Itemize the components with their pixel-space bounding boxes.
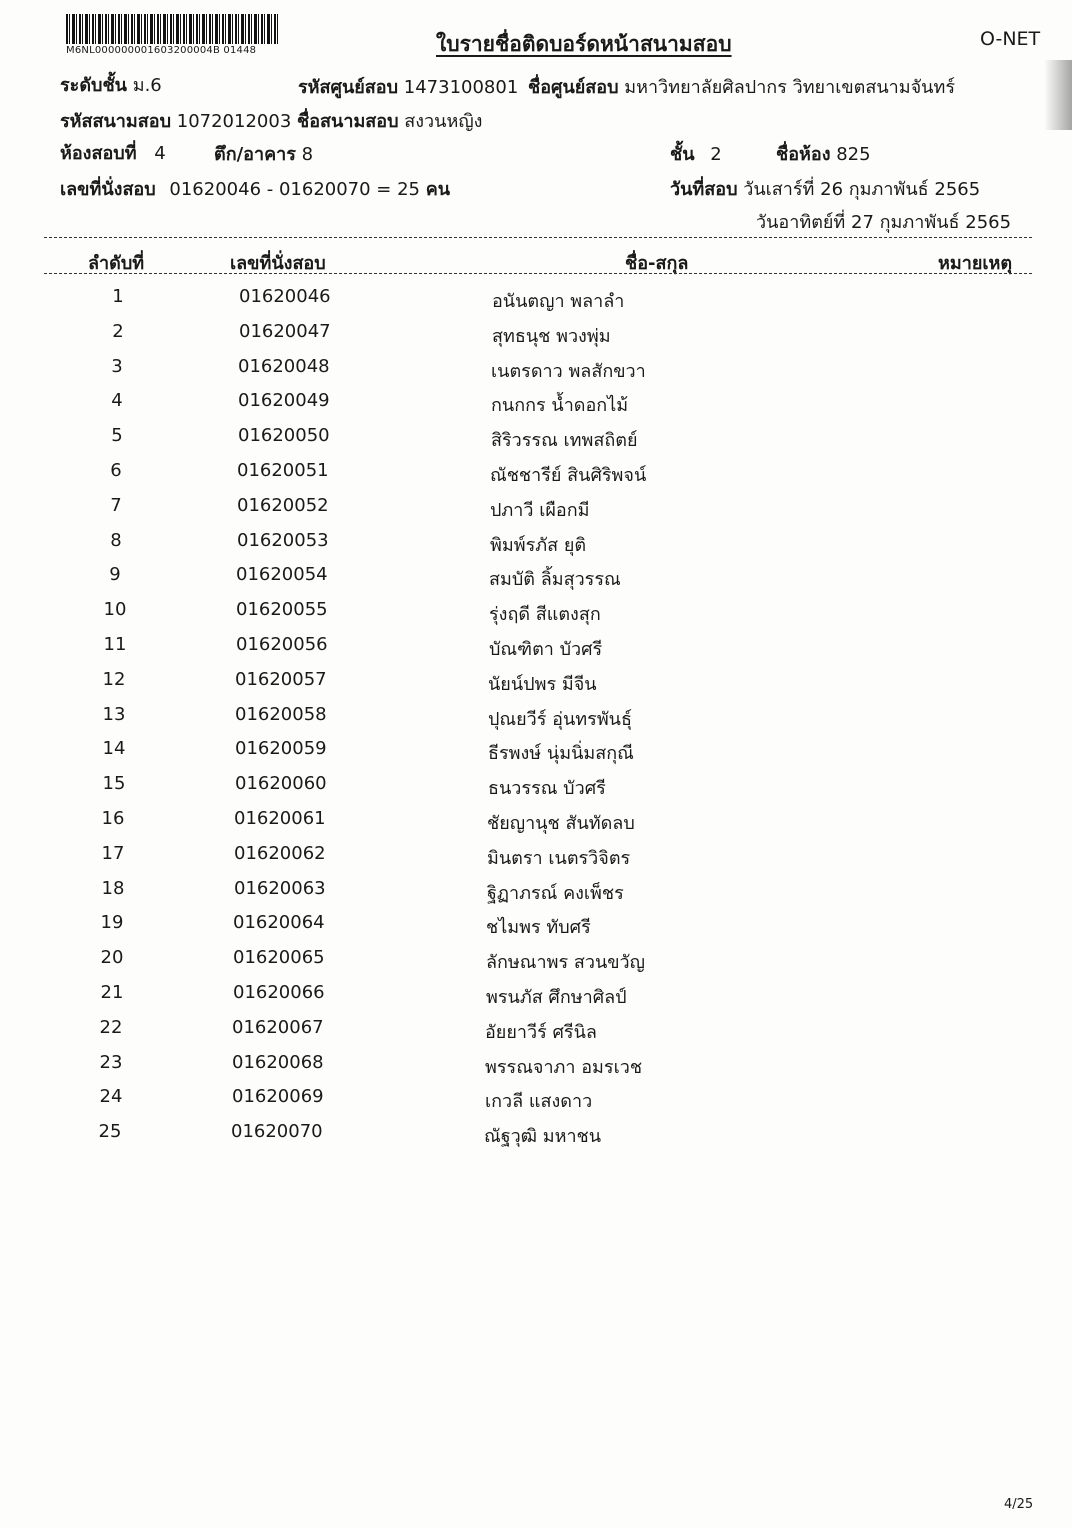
row-seat-number: 01620056 — [236, 634, 328, 655]
row-no: 17 — [101, 842, 125, 864]
row-student-name: สมบัติ ลิ้มสุวรรณ — [489, 569, 621, 591]
field-code-label: รหัสสนามสอบ — [60, 111, 172, 132]
row-student-name: เนตรดาว พลสักขวา — [491, 360, 646, 382]
divider-bottom — [44, 273, 1032, 274]
row-no: 15 — [102, 773, 126, 795]
table-row — [0, 1017, 1072, 1051]
row-no: 11 — [103, 634, 127, 655]
row-student-name: อัยยาวีร์ ศรีนิล — [485, 1021, 597, 1043]
row-student-name: ปุณยวีร์ อุ่นทรพันธุ์ — [488, 708, 632, 730]
column-header-no: ลำดับที่ — [88, 253, 145, 274]
row-no: 1 — [112, 286, 124, 307]
room-name-label: ชื่อห้อง — [776, 144, 831, 165]
document-title: ใบรายชื่อติดบอร์ดหน้าสนามสอบ — [436, 32, 732, 56]
row-seat-number: 01620053 — [237, 529, 329, 551]
table-row — [0, 878, 1072, 912]
row-no: 5 — [111, 425, 123, 447]
room-value: 4 — [154, 143, 166, 164]
table-row — [0, 843, 1072, 877]
row-student-name: พรนภัส ศึกษาศิลป์ — [486, 987, 627, 1008]
row-seat-number: 01620054 — [236, 564, 328, 586]
table-row — [0, 1086, 1072, 1120]
row-seat-number: 01620049 — [238, 390, 330, 412]
center-name-field — [528, 72, 955, 101]
building-field — [214, 139, 313, 168]
row-student-name: ชัยญานุช สันทัดลบ — [487, 813, 635, 834]
row-no: 2 — [112, 320, 124, 342]
table-row — [0, 669, 1072, 703]
seat-range-value: 01620046 - 01620070 = 25 — [169, 179, 421, 200]
level-field — [60, 70, 162, 99]
row-seat-number: 01620047 — [239, 320, 331, 342]
row-student-name: ธีรพงษ์ นุ่มนิ่มสกุณี — [488, 743, 634, 765]
row-seat-number: 01620067 — [232, 1016, 324, 1038]
center-code-value: 1473100801 — [403, 77, 519, 98]
field-code-field — [60, 106, 482, 135]
column-header-seat: เลขที่นั่งสอบ — [230, 253, 326, 274]
field-name-label: ชื่อสนามสอบ — [297, 111, 399, 132]
field-code-value: 1072012003 — [176, 111, 292, 132]
table-row — [0, 982, 1072, 1016]
table-row — [0, 912, 1072, 946]
divider-top — [44, 237, 1032, 238]
row-seat-number: 01620064 — [233, 912, 325, 934]
table-row — [0, 704, 1072, 738]
barcode-image — [66, 14, 278, 44]
center-code-label: รหัสศูนย์สอบ — [298, 77, 399, 98]
floor-label: ชั้น — [670, 144, 695, 165]
exam-date-label: วันที่สอบ — [670, 179, 738, 200]
table-row — [0, 356, 1072, 390]
row-no: 21 — [100, 982, 124, 1003]
floor-value: 2 — [710, 144, 722, 165]
seat-range-field — [60, 174, 450, 203]
row-no: 19 — [100, 912, 124, 934]
center-code-field — [298, 72, 518, 101]
table-row — [0, 530, 1072, 564]
seat-range-unit: คน — [425, 179, 451, 200]
column-header-remark: หมายเหตุ — [938, 253, 1013, 274]
row-no: 25 — [98, 1121, 122, 1143]
row-student-name: ณัชชารีย์ สินศิริพจน์ — [490, 465, 647, 486]
row-seat-number: 01620066 — [233, 982, 325, 1003]
table-row — [0, 495, 1072, 529]
row-student-name: กนกกร น้ำดอกไม้ — [491, 395, 629, 417]
exam-date-1: วันเสาร์ที่ 26 กุมภาพันธ์ 2565 — [743, 179, 981, 200]
row-student-name: ปภาวี เผือกมี — [490, 499, 590, 521]
table-row — [0, 599, 1072, 633]
room-field — [60, 138, 166, 167]
row-student-name: ฐิฏาภรณ์ คงเพ็ชร — [487, 882, 624, 904]
row-no: 6 — [110, 460, 122, 481]
row-no: 4 — [111, 390, 123, 412]
row-no: 13 — [102, 703, 126, 725]
row-seat-number: 01620046 — [239, 286, 331, 307]
room-name-value: 825 — [836, 144, 871, 165]
floor-field — [670, 139, 722, 168]
row-no: 12 — [102, 668, 126, 690]
row-student-name: อนันตญา พลาลำ — [492, 291, 625, 312]
row-student-name: พิมพ์รภัส ยุติ — [490, 534, 587, 556]
table-row — [0, 286, 1072, 320]
room-label: ห้องสอบที่ — [60, 143, 137, 164]
row-seat-number: 01620068 — [232, 1051, 324, 1073]
row-no: 20 — [100, 947, 124, 969]
row-student-name: พรรณจาภา อมรเวช — [485, 1056, 643, 1078]
table-row — [0, 808, 1072, 842]
row-no: 18 — [101, 877, 125, 899]
page-number: 4/25 — [1004, 1497, 1034, 1512]
level-value: ม.6 — [132, 75, 162, 96]
row-student-name: ชไมพร ทับศรี — [486, 917, 591, 939]
row-no: 23 — [99, 1051, 123, 1073]
seat-range-label: เลขที่นั่งสอบ — [60, 179, 156, 200]
row-no: 3 — [111, 355, 123, 377]
row-no: 16 — [101, 808, 125, 829]
page-edge-shadow — [1044, 60, 1072, 130]
row-seat-number: 01620065 — [233, 947, 325, 969]
table-row — [0, 460, 1072, 494]
row-student-name: บัณฑิตา บัวศรี — [489, 639, 603, 660]
row-no: 7 — [110, 494, 122, 516]
field-name-value: สงวนหญิง — [404, 111, 483, 132]
row-no: 9 — [109, 564, 121, 586]
table-row — [0, 564, 1072, 598]
row-student-name: นัยน์ปพร มีจีน — [488, 673, 597, 695]
row-seat-number: 01620050 — [238, 425, 330, 447]
table-row — [0, 947, 1072, 981]
row-student-name: มินตรา เนตรวิจิตร — [487, 847, 631, 869]
table-row — [0, 738, 1072, 772]
row-seat-number: 01620048 — [238, 355, 330, 377]
table-row — [0, 1052, 1072, 1086]
row-seat-number: 01620059 — [235, 738, 327, 760]
column-header-name: ชื่อ-สกุล — [625, 253, 689, 274]
row-no: 14 — [102, 738, 126, 760]
row-student-name: สิริวรรณ เทพสถิตย์ — [491, 430, 638, 452]
row-seat-number: 01620061 — [234, 808, 326, 829]
center-name-value: มหาวิทยาลัยศิลปากร วิทยาเขตสนามจันทร์ — [624, 77, 956, 98]
row-seat-number: 01620057 — [235, 668, 327, 690]
exam-date-2: วันอาทิตย์ที่ 27 กุมภาพันธ์ 2565 — [756, 212, 1012, 233]
row-no: 8 — [110, 529, 122, 551]
row-seat-number: 01620058 — [235, 703, 327, 725]
table-row — [0, 773, 1072, 807]
table-row — [0, 1121, 1072, 1155]
row-student-name: ธนวรรณ บัวศรี — [488, 778, 606, 800]
row-seat-number: 01620055 — [236, 599, 328, 621]
row-seat-number: 01620052 — [237, 494, 329, 516]
table-row — [0, 390, 1072, 424]
exam-type: O-NET — [980, 28, 1041, 50]
row-no: 22 — [99, 1016, 123, 1038]
row-seat-number: 01620070 — [231, 1121, 323, 1143]
row-no: 24 — [99, 1086, 123, 1108]
building-value: 8 — [301, 144, 314, 165]
table-row — [0, 634, 1072, 668]
row-no: 10 — [103, 599, 127, 621]
center-name-label: ชื่อศูนย์สอบ — [528, 77, 619, 98]
row-student-name: ณัฐวุฒิ มหาชน — [484, 1126, 602, 1148]
row-student-name: สุทธนุช พวงพุ่ม — [492, 325, 611, 347]
row-seat-number: 01620063 — [234, 877, 326, 899]
room-name-field — [776, 139, 871, 168]
row-student-name: เกวลี แสงดาว — [485, 1091, 593, 1113]
table-row — [0, 425, 1072, 459]
row-seat-number: 01620062 — [234, 842, 326, 864]
row-seat-number: 01620051 — [237, 460, 329, 481]
table-row — [0, 321, 1072, 355]
row-seat-number: 01620069 — [232, 1086, 324, 1108]
exam-date-2-field — [756, 207, 1011, 236]
building-label: ตึก/อาคาร — [214, 144, 296, 165]
row-student-name: รุ่งฤดี สีแตงสุก — [489, 604, 601, 626]
row-student-name: ลักษณาพร สวนขวัญ — [486, 952, 646, 974]
level-label: ระดับชั้น — [60, 75, 127, 96]
barcode-text: M6NL000000001603200004B 01448 — [66, 45, 257, 56]
exam-date-field — [670, 174, 980, 203]
row-seat-number: 01620060 — [235, 773, 327, 795]
